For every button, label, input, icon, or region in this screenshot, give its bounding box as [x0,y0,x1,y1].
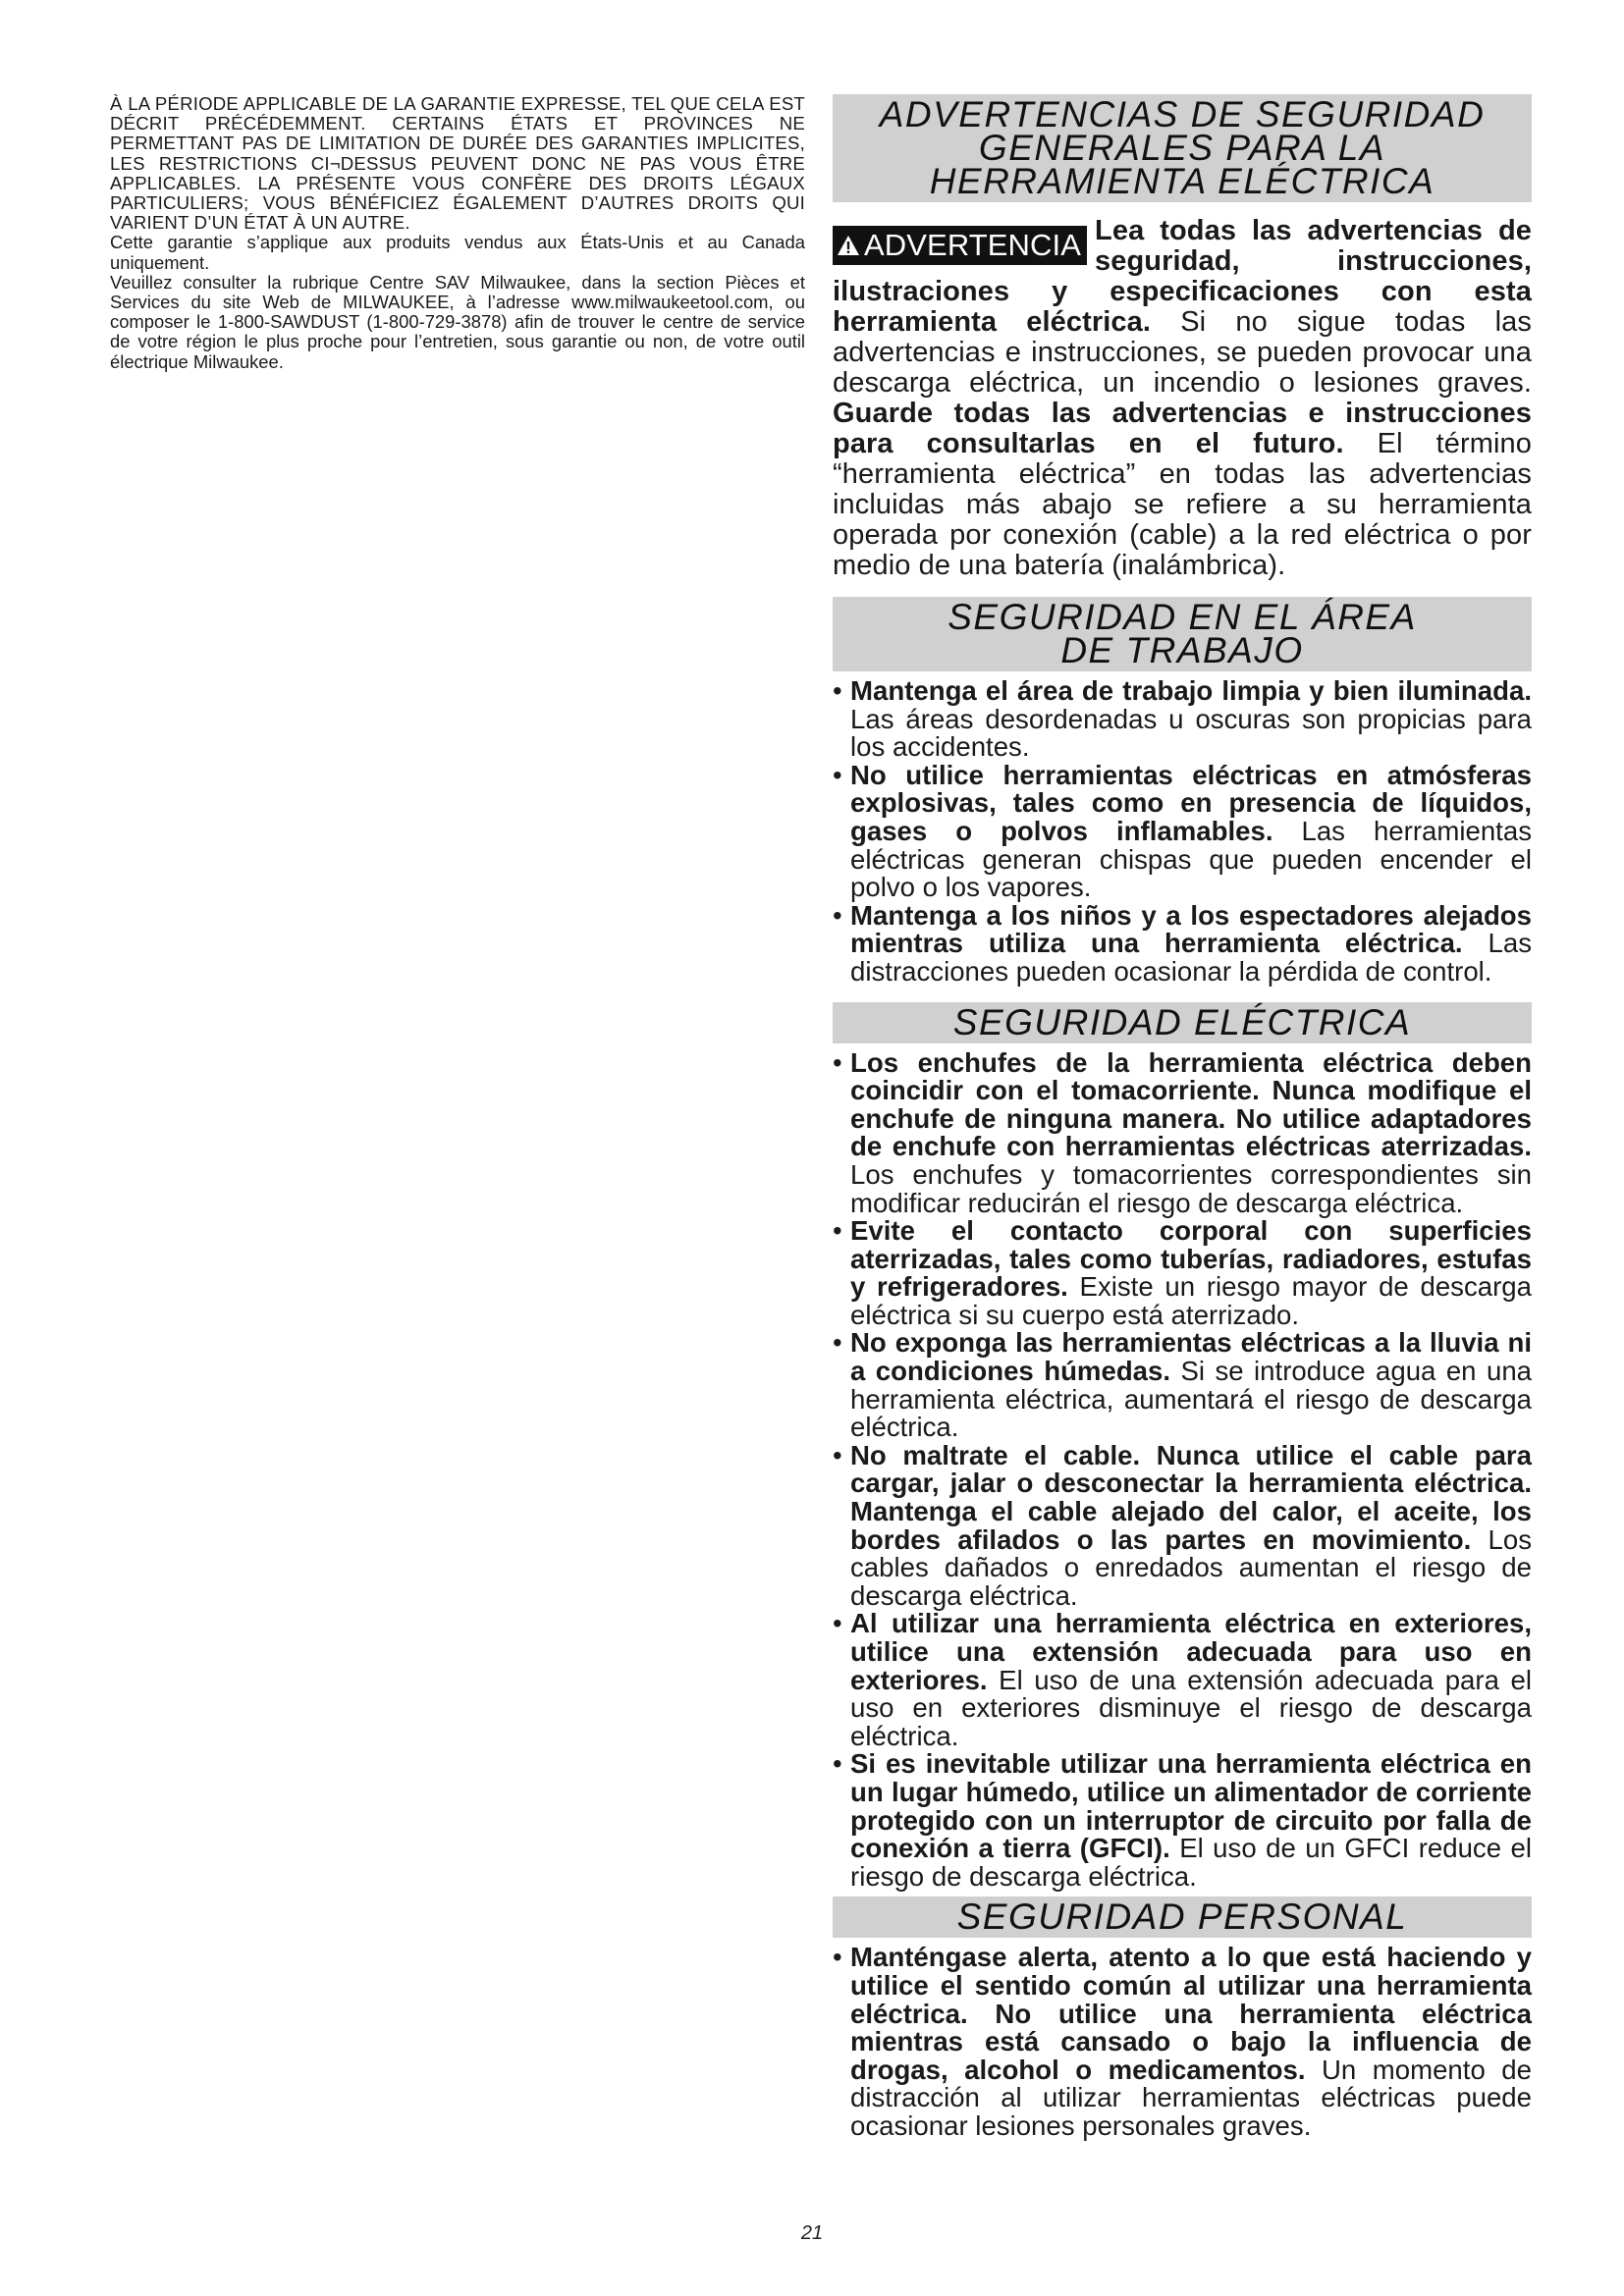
heading-personal-safety [833,1896,1532,1938]
bullet-dot: • [833,1942,842,1973]
bullet-dot: • [833,1608,842,1639]
list-item [833,1329,1532,1441]
warning-plain-text: Si no sigue todas las advertencias e instrucciones, se pueden provocar una descarga eléctrica, un incendio o lesiones graves. [833,306,1532,399]
warning-text [833,216,1532,581]
heading-line: GENERALES PARA LA [978,128,1386,168]
bullet-bold: Si es inevitable utilizar una herramienta eléctrica en un lugar húmedo, utilice un alimentador de corriente protegido con un interruptor de circuito por falla de conexión a tierra (GFCI). [850,1748,1532,1864]
bullet-bold: Manténgase alerta, atento a lo que está haciendo y utilice el sentido común al utilizar una herramienta eléctrica. No utilice una herramienta eléctrica mientras está cansado o bajo la influencia de drogas, alcohol o medicamentos. [850,1942,1532,2085]
list-item [833,677,1532,762]
warranty-caps-paragraph [110,94,805,233]
warning-plain-text-2: El término “herramienta eléctrica” en todas las advertencias incluidas más abajo se refiere a su herramienta operada por conexión (cable) a la red eléctrica o por medio de una batería (inalámbrica). [833,428,1533,581]
bullet-dot: • [833,899,842,931]
right-column [833,94,1532,2141]
list-item [833,1439,1532,1611]
bullet-dot: • [833,675,842,706]
service-center-text: Veuillez consulter la rubrique Centre SAV Milwaukee, dans la section Pièces et Services du site Web de MILWAUKEE, à l’adresse www.milwaukeetool.com, ou composer le 1-800-SAWDUST (1-800-729-3878) afin de trouver le centre de service de votre région le plus proche pour l’entretien, sous garantie ou non, de votre outil électrique Milwaukee. [110,271,805,372]
bullet-dot: • [833,1748,842,1780]
bullet-dot: • [833,1327,842,1359]
bullet-text: Si se introduce agua en una herramienta eléctrica, aumentará el riesgo de descarga eléctrica. [850,1356,1533,1443]
bullet-text: Las áreas desordenadas u oscuras son propicias para los accidentes. [850,703,1532,763]
bullet-text: Los cables dañados o enredados aumentan el riesgo de descarga eléctrica. [850,1523,1532,1611]
bullet-text: Las herramientas eléctricas generan chispas que pueden encender el polvo o los vapores. [850,815,1532,903]
bullet-text: El uso de un GFCI reduce el riesgo de descarga eléctrica. [850,1833,1532,1892]
heading-electrical-safety [833,1002,1532,1043]
heading-general-safety [833,94,1532,202]
bullet-dot: • [833,1439,842,1470]
warning-label: ADVERTENCIA [864,228,1082,262]
warranty-caps-text: À LA PÉRIODE APPLICABLE DE LA GARANTIE EXPRESSE, TEL QUE CELA EST DÉCRIT PRÉCÉDEMMENT. CERTAINS ÉTATS ET PROVINCES NE PERMETTANT PAS DE LIMITATION DE DURÉE DES GARANTIES IMPLICITES, LES RESTRICTIONS CI¬DESSUS PEUVENT DONC NE PAS VOUS ÊTRE APPLICABLES. LA PRÉSENTE VOUS CONFÈRE DES DROITS LÉGAUX PARTICULIERS; VOUS BÉNÉFICIEZ ÉGALEMENT D’AUTRES DROITS QUI VARIENT D’UN ÉTAT À UN AUTRE. [110,93,805,234]
bullet-bold: Al utilizar una herramienta eléctrica en exteriores, utilice una extensión adecuada para uso en exteriores. [850,1608,1532,1695]
bullet-dot: • [833,1215,842,1247]
bullet-dot: • [833,759,842,790]
warning-bold-text-2: Guarde todas las advertencias e instrucciones para consultarlas en el futuro. [833,398,1532,459]
heading-line: DE TRABAJO [1060,630,1304,670]
heading-line: SEGURIDAD PERSONAL [956,1896,1408,1938]
work-area-list [833,677,1532,987]
bullet-bold: Mantenga a los niños y a los espectadores alejados mientras utiliza una herramienta eléctrica. [850,899,1532,959]
heading-work-area [833,597,1532,671]
page-number: 21 [800,2222,824,2244]
warning-bold-text: Lea todas las advertencias de seguridad, instrucciones, ilustraciones y especificaciones con esta herramienta eléctrica. [833,215,1532,338]
list-item [833,1944,1532,2140]
warning-badge [833,226,1087,265]
warranty-scope-paragraph [110,233,805,272]
bullet-bold: No utilice herramientas eléctricas en atmósferas explosivas, tales como en presencia de líquidos, gases o polvos inflamables. [850,759,1532,846]
bullet-bold: Los enchufes de la herramienta eléctrica deben coincidir con el tomacorriente. Nunca modifique el enchufe de ninguna manera. No utilice adaptadores de enchufe con herramientas eléctricas aterrizadas. [850,1046,1532,1162]
list-item [833,1217,1532,1329]
bullet-bold: Mantenga el área de trabajo limpia y bien iluminada. [850,675,1532,706]
heading-line: SEGURIDAD EN EL ÁREA [947,597,1417,637]
left-column [110,94,805,372]
list-item [833,1610,1532,1750]
heading-line: HERRAMIENTA ELÉCTRICA [929,161,1435,201]
warning-block [833,216,1532,581]
bullet-text: Existe un riesgo mayor de descarga eléctrica si su cuerpo está aterrizado. [850,1271,1532,1330]
bullet-text: Las distracciones pueden ocasionar la pérdida de control. [850,928,1533,987]
list-item [833,1750,1532,1891]
list-item [833,759,1532,903]
bullet-bold: No maltrate el cable. Nunca utilice el cable para cargar, jalar o desconectar la herramienta eléctrica. Mantenga el cable alejado del calor, el aceite, los bordes afilados o las partes en movimiento. [850,1439,1532,1555]
service-center-paragraph [110,273,805,372]
bullet-text: Un momento de distracción al utilizar herramientas eléctricas puede ocasionar lesiones personales graves. [850,2054,1532,2141]
bullet-dot: • [833,1046,842,1078]
warranty-scope-text: Cette garantie s’applique aux produits vendus aux États-Unis et au Canada uniquement. [110,232,805,273]
list-item [833,1046,1532,1218]
personal-list [833,1944,1532,2140]
bullet-text: Los enchufes y tomacorrientes correspondientes sin modificar reducirán el riesgo de descarga eléctrica. [850,1158,1532,1218]
bullet-text: El uso de una extensión adecuada para el uso en exteriores disminuye el riesgo de descarga eléctrica. [850,1664,1532,1751]
bullet-bold: Evite el contacto corporal con superficies aterrizadas, tales como tuberías, radiadores, estufas y refrigeradores. [850,1215,1532,1303]
heading-line: SEGURIDAD ELÉCTRICA [952,1001,1412,1042]
bullet-bold: No exponga las herramientas eléctricas a la lluvia ni a condiciones húmedas. [850,1327,1532,1387]
heading-line: ADVERTENCIAS DE SEGURIDAD [879,94,1486,134]
electrical-list [833,1046,1533,1892]
list-item [833,899,1533,987]
warning-triangle-icon [837,234,860,257]
